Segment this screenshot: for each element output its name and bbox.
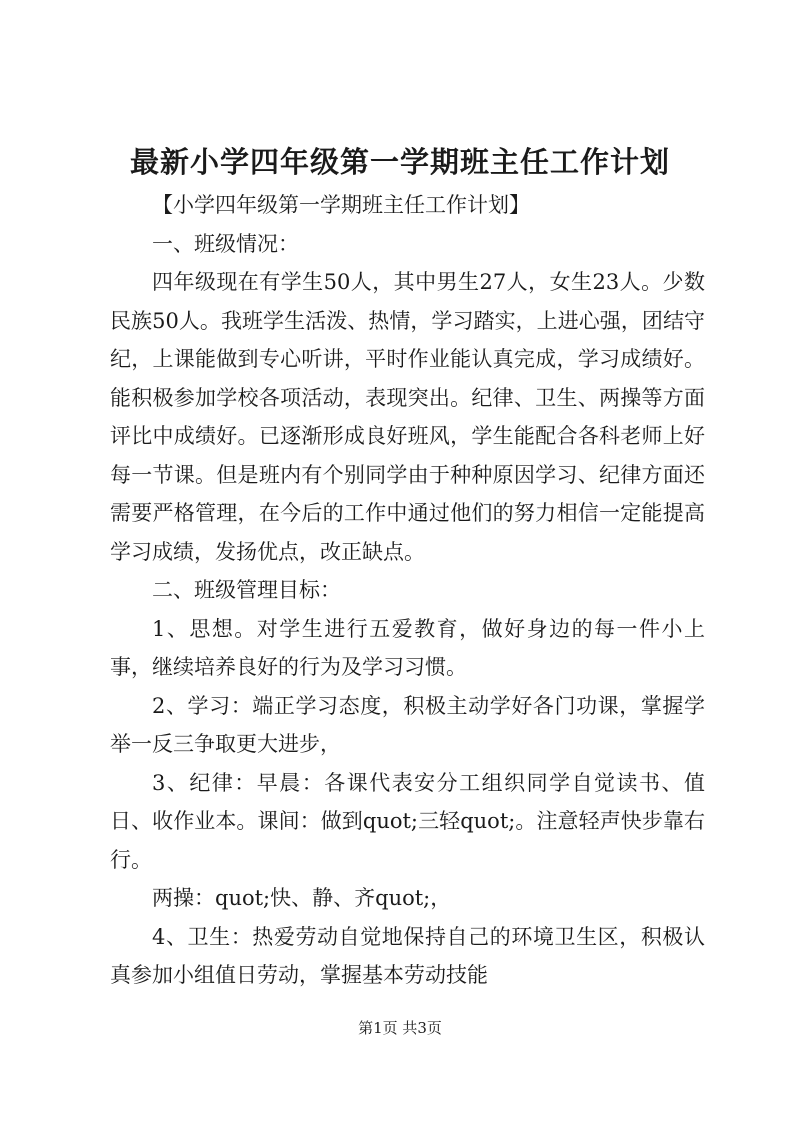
body-paragraph: 两操：quot;快、静、齐quot;， xyxy=(152,886,452,910)
document-title: 最新小学四年级第一学期班主任工作计划 xyxy=(129,145,670,179)
document-body xyxy=(110,186,705,995)
body-paragraph: 四年级现在有学生50人，其中男生27人，女生23人。少数民族50人。我班学生活泼、热情，学习踏实，上进心强，团结守纪，上课能做到专心听讲，平时作业能认真完成，学习成绩好。能积极参加学校各项活动，表现突出。纪律、卫生、两操等方面评比中成绩好。已逐渐形成良好班风，学生能配合各科老师上好每一节课。但是班内有个别同学由于种种原因学习、纪律方面还需要严格管理，在今后的工作中通过他们的努力相信一定能提高学习成绩，发扬优点，改正缺点。 xyxy=(110,270,705,564)
section-heading: 一、班级情况： xyxy=(152,231,299,256)
body-paragraph: 4、卫生：热爱劳动自觉地保持自己的环境卫生区，积极认真参加小组值日劳动，掌握基本劳动技能 xyxy=(110,924,705,987)
body-paragraph: 1、思想。对学生进行五爱教育，做好身边的每一件小上事，继续培养良好的行为及学习习惯。 xyxy=(110,616,705,679)
subtitle-paragraph: 【小学四年级第一学期班主任工作计划】 xyxy=(152,193,530,217)
page-number-footer: 第1页 共3页 xyxy=(358,1019,442,1037)
section-heading: 二、班级管理目标： xyxy=(152,578,341,602)
body-paragraph: 2、学习：端正学习态度，积极主动学好各门功课，掌握学举一反三争取更大进步， xyxy=(110,693,705,756)
body-paragraph: 3、纪律：早晨：各课代表安分工组织同学自觉读书、值日、收作业本。课间：做到quot;三轻quot;。注意轻声快步靠右行。 xyxy=(110,770,705,872)
